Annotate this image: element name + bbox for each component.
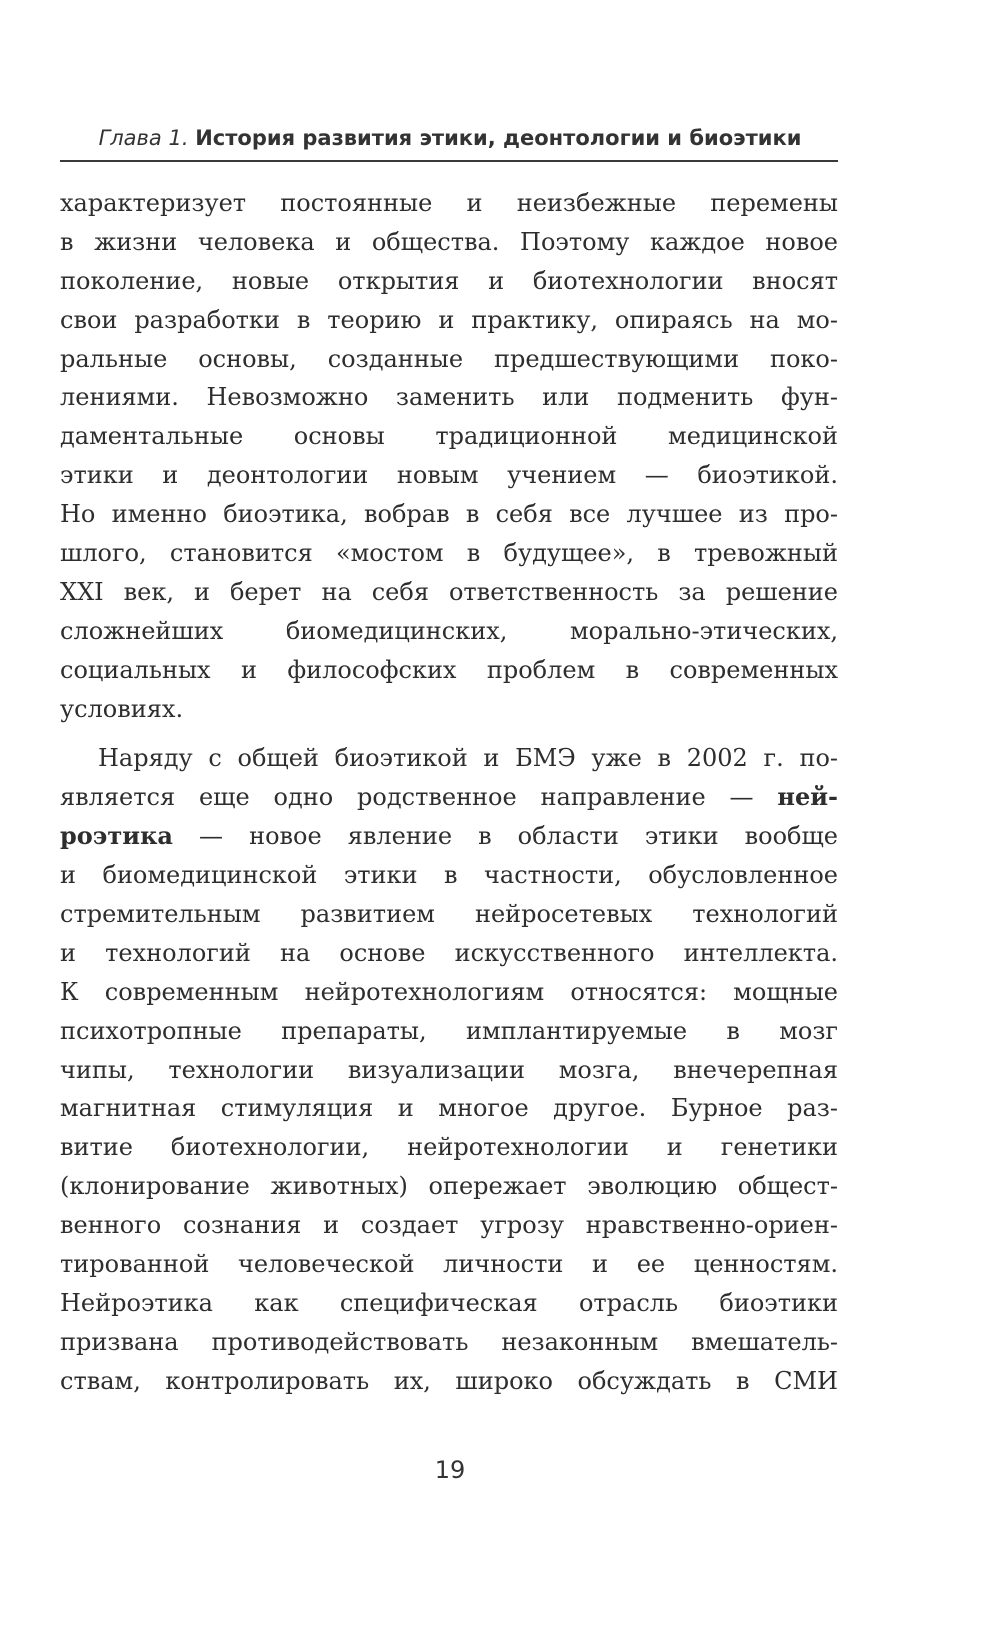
- text-line: лениями. Невозможно заменить или подменить фун-: [60, 383, 838, 412]
- text-line: характеризует постоянные и неизбежные перемены: [60, 189, 838, 217]
- text-line: ствам, контролировать их, широко обсуждать в СМИ: [60, 1366, 838, 1395]
- text-run: является еще одно родственное направление —: [60, 783, 778, 812]
- text-line: даментальные основы традиционной медицинской: [60, 422, 838, 451]
- text-line: психотропные препараты, имплантируемые в мозг: [60, 1016, 838, 1045]
- text-line: и технологий на основе искусственного интеллекта.: [60, 938, 838, 967]
- running-header: [60, 123, 840, 153]
- text-line: [60, 778, 838, 817]
- page-number: 19: [434, 1456, 466, 1484]
- header-chapter: Глава 1.: [98, 126, 189, 150]
- text-line: сложнейших биомедицинских, морально-этических,: [60, 616, 838, 645]
- paragraph-2: [60, 739, 838, 1400]
- text-line: и биомедицинской этики в частности, обусловленное: [60, 861, 838, 890]
- text-line: [60, 817, 838, 856]
- text-line: К современным нейротехнологиям относятся: мощные: [60, 977, 838, 1006]
- term-neuroethics-part2: роэтика: [60, 821, 173, 851]
- text-line: призвана противодействовать незаконным вмешатель-: [60, 1327, 838, 1356]
- term-neuroethics-part1: ней-: [777, 782, 838, 812]
- text-line: шлого, становится «мостом в будущее», в тревожный: [60, 539, 838, 568]
- text-line: поколение, новые открытия и биотехнологии вносят: [60, 266, 838, 295]
- text-line: свои разработки в теорию и практику, опираясь на мо-: [60, 305, 838, 334]
- text-line: стремительным развитием нейросетевых технологий: [60, 900, 838, 929]
- text-line: социальных и философских проблем в современных: [60, 655, 838, 684]
- text-line: витие биотехнологии, нейротехнологии и генетики: [60, 1133, 838, 1162]
- text-line: магнитная стимуляция и многое другое. Бурное раз-: [60, 1094, 838, 1123]
- header-rule: [60, 160, 838, 162]
- text-run: — новое явление в области этики вообще: [172, 822, 838, 851]
- text-line: XXI век, и берет на себя ответственность за решение: [60, 577, 838, 606]
- text-line: в жизни человека и общества. Поэтому каждое новое: [60, 227, 838, 256]
- text-line: Но именно биоэтика, вобрав в себя все лучшее из про-: [60, 500, 838, 529]
- text-line: тированной человеческой личности и ее ценностям.: [60, 1250, 838, 1279]
- text-line: венного сознания и создает угрозу нравственно-ориен-: [60, 1211, 838, 1240]
- text-line: (клонирование животных) опережает эволюцию общест-: [60, 1172, 838, 1201]
- text-line: чипы, технологии визуализации мозга, внечерепная: [60, 1055, 838, 1084]
- text-line: ральные основы, созданные предшествующими поко-: [60, 344, 838, 373]
- header-title: История развития этики, деонтологии и биоэтики: [195, 126, 802, 150]
- text-line: Наряду с общей биоэтикой и БМЭ уже в 2002 г. по-: [98, 744, 838, 773]
- text-line: Нейроэтика как специфическая отрасль биоэтики: [60, 1288, 838, 1317]
- page-body: [60, 184, 838, 1401]
- text-line: этики и деонтологии новым учением — биоэтикой.: [60, 461, 838, 490]
- paragraph-1: [60, 184, 838, 728]
- text-line: условиях.: [60, 694, 184, 723]
- paragraph-gap: [60, 728, 838, 739]
